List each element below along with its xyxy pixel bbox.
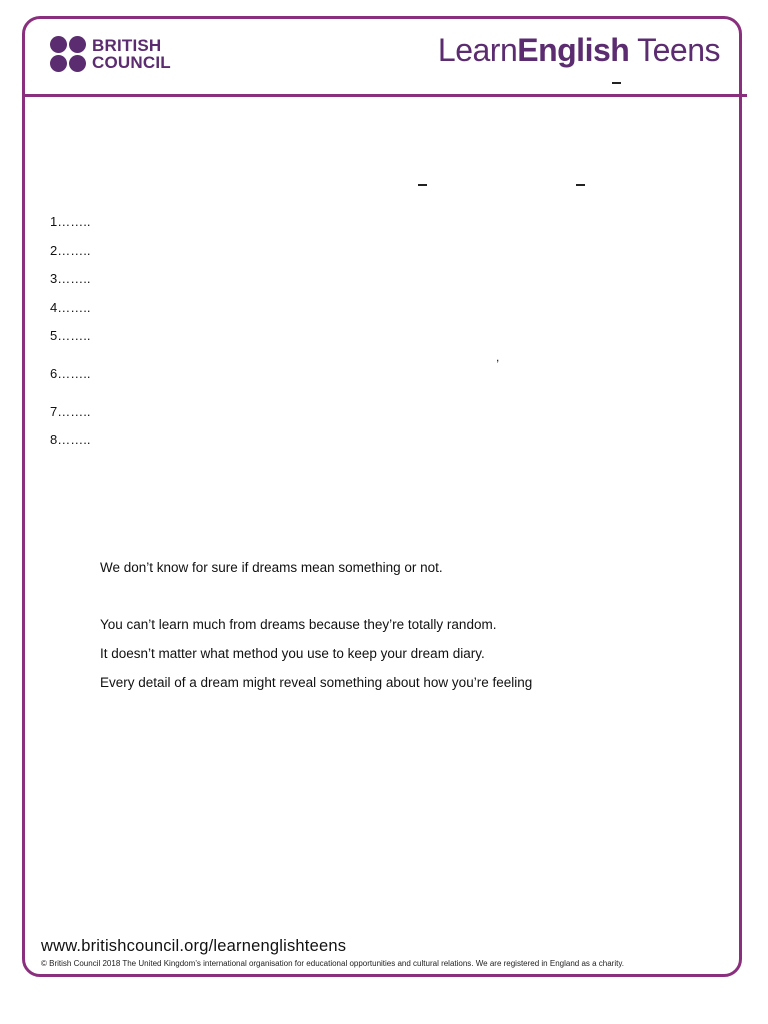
learnenglish-teens-logo: LearnEnglish Teens [437,32,720,68]
footer-url: www.britishcouncil.org/learnenglishteens [41,937,347,955]
statement-item: Every detail of a dream might reveal something about how you’re feeling [100,675,533,690]
statement-item: You can’t learn much from dreams because they’re totally random. [100,617,497,632]
page-frame [22,16,742,977]
numbered-item: 2…….. [50,243,91,258]
numbered-item: 1…….. [50,214,91,229]
answer-dash-2 [576,184,585,186]
answer-dash-1 [418,184,427,186]
british-council-wordmark: BRITISH COUNCIL [92,36,171,72]
numbered-item: 7…….. [50,404,91,419]
footer-legal: © British Council 2018 The United Kingdom’s international organisation for educational opportunities and cultural relations. We are registered in England as a charity. [41,959,624,968]
statement-item: We don’t know for sure if dreams mean something or not. [100,560,443,575]
logo-underline-dash [612,82,621,84]
header-divider [22,94,747,97]
stray-comma: , [496,350,500,364]
british-council-logo [50,36,171,72]
numbered-item: 8…….. [50,432,91,447]
british-council-dots-icon [50,36,86,72]
numbered-item: 4…….. [50,300,91,315]
numbered-item: 3…….. [50,271,91,286]
numbered-item: 6…….. [50,366,91,381]
statement-item: It doesn’t matter what method you use to keep your dream diary. [100,646,485,661]
numbered-item: 5…….. [50,328,91,343]
